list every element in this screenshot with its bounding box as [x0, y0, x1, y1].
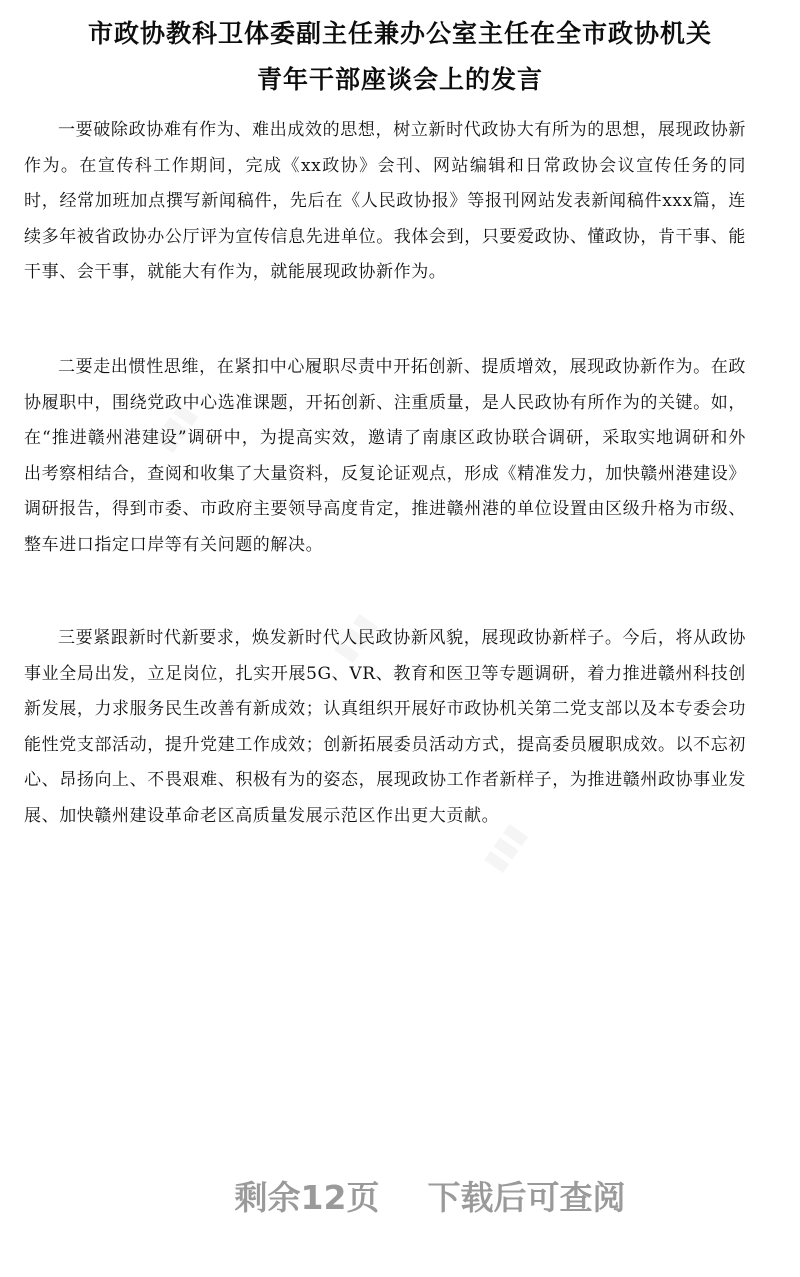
remaining-pages-label: 剩余12页 — [234, 1178, 380, 1217]
paragraph-1: 一要破除政协难有作为、难出成效的思想，树立新时代政协大有所为的思想，展现政协新作为。在宣传科工作期间，完成《xx政协》会刊、网站编辑和日常政协会议宣传任务的同时，经常加班加点撰写新闻稿件，先后在《人民政协报》等报刊网站发表新闻稿件xxx篇，连续多年被省政协办公厅评为宣传信息先进单位。我体会到，只要爱政协、懂政协，肯干事、能干事、会干事，就能大有作为，就能展现政协新作为。 — [24, 120, 746, 283]
paragraph-2: 二要走出惯性思维，在紧扣中心履职尽责中开拓创新、提质增效，展现政协新作为。在政协履职中，围绕党政中心选准课题，开拓创新、注重质量，是人民政协有所作为的关键。如，在“推进赣州港建设”调研中，为提高实效，邀请了南康区政协联合调研，采取实地调研和外出考察相结合，查阅和收集了大量资料，反复论证观点，形成《精准发力，加快赣州港建设》调研报告，得到市委、市政府主要领导高度肯定，推进赣州港的单位设置由区级升格为市级、整车进口指定口岸等有关问题的解决。 — [24, 357, 746, 555]
paragraph-3: 三要紧跟新时代新要求，焕发新时代人民政协新风貌，展现政协新样子。今后，将从政协事业全局出发，立足岗位，扎实开展5G、VR、教育和医卫等专题调研，着力推进赣州科技创新发展，力求服务民生改善有新成效；认真组织开展好市政协机关第二党支部以及本专委会功能性党支部活动，提升党建工作成效；创新拓展委员活动方式，提高委员履职成效。以不忘初心、昂扬向上、不畏艰难、积极有为的姿态，展现政协工作者新样子，为推进赣州政协事业发展、加快赣州建设革命老区高质量发展示范区作出更大贡献。 — [24, 628, 746, 826]
document-title-line-1: 市政协教科卫体委副主任兼办公室主任在全市政协机关 — [87, 19, 712, 48]
download-prompt[interactable] — [0, 1172, 800, 1219]
document-title-line-2: 青年干部座谈会上的发言 — [256, 65, 543, 94]
download-hint-label: 下载后可查阅 — [427, 1178, 626, 1217]
